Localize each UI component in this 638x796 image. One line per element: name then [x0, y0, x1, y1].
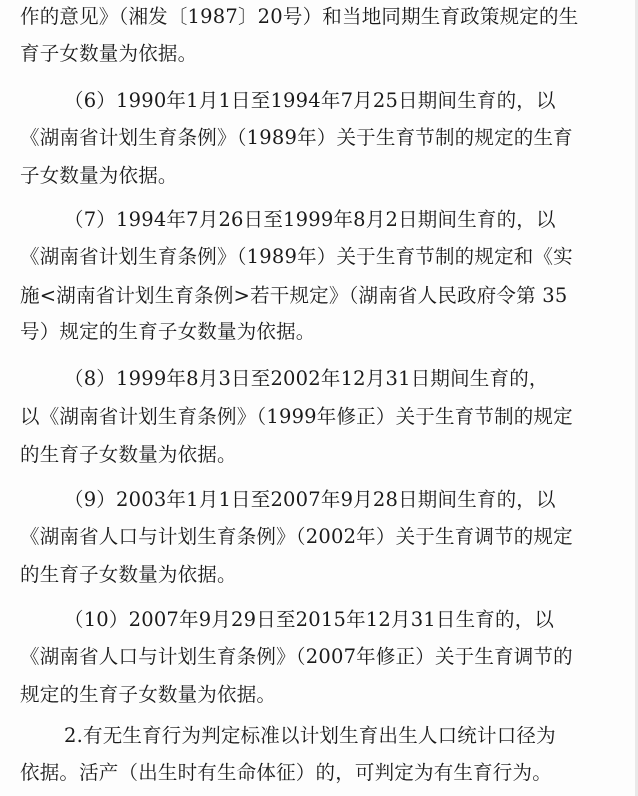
text-line: 《湖南省计划生育条例》（1989年）关于生育节制的规定和《实 — [20, 245, 573, 268]
text-line: 的生育子女数量为依据。 — [20, 563, 237, 586]
paragraph-8-start: （8）1999年8月3日至2002年12月31日期间生育的， — [64, 367, 549, 390]
text-line: 子女数量为依据。 — [20, 164, 178, 187]
paragraph-6-start: （6）1990年1月1日至1994年7月25日期间生育的，以 — [64, 89, 556, 112]
text-line: 《湖南省人口与计划生育条例》（2002年）关于生育调节的规定 — [20, 525, 573, 548]
text-line: 的生育子女数量为依据。 — [20, 443, 237, 466]
text-line: 育子女数量为依据。 — [20, 42, 198, 65]
text-line: 《湖南省人口与计划生育条例》（2007年修正）关于生育调节的 — [20, 645, 573, 668]
section-2-start: 2.有无生育行为判定标准以计划生育出生人口统计口径为 — [64, 724, 556, 747]
text-line: 规定的生育子女数量为依据。 — [20, 683, 277, 706]
text-line: 号）规定的生育子女数量为依据。 — [20, 320, 316, 343]
text-line: 《湖南省计划生育条例》（1989年）关于生育节制的规定的生育 — [20, 126, 573, 149]
text-line: 作的意见》（湘发〔1987〕20号）和当地同期生育政策规定的生 — [20, 5, 579, 28]
paragraph-10-start: （10）2007年9月29日至2015年12月31日生育的，以 — [64, 608, 555, 631]
paragraph-9-start: （9）2003年1月1日至2007年9月28日期间生育的，以 — [64, 488, 556, 511]
text-line: 施<湖南省计划生育条例>若干规定》（湖南省人民政府令第 35 — [20, 284, 568, 307]
text-line: 依据。活产（出生时有生命体征）的，可判定为有生育行为。 — [20, 761, 552, 784]
text-line: 以《湖南省计划生育条例》（1999年修正）关于生育节制的规定 — [20, 405, 573, 428]
paragraph-7-start: （7）1994年7月26日至1999年8月2日期间生育的，以 — [64, 208, 556, 231]
